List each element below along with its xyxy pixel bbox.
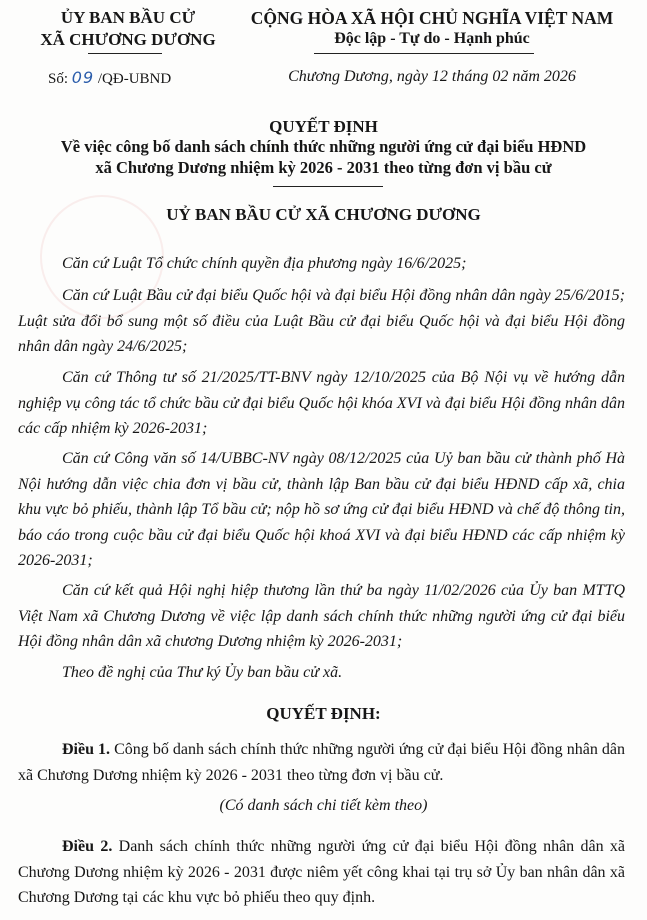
article-1-text: Công bố danh sách chính thức những người ứng cử đại biểu Hội đồng nhân dân xã Chương Dương nhiệm kỳ 2026 - 2031 theo từng đơn vị bầu cử. (18, 741, 625, 784)
title-subject-line2: xã Chương Dương nhiệm kỳ 2026 - 2031 theo từng đơn vị bầu cử (95, 158, 552, 177)
number-suffix: /QĐ-UBND (97, 71, 172, 87)
issue-date: Chương Dương, ngày 12 tháng 02 năm 2026 (288, 68, 576, 85)
article-2 (18, 834, 625, 911)
preamble-6: Theo đề nghị của Thư ký Ủy ban bầu cử xã. (62, 664, 343, 681)
motto-underline (314, 53, 534, 54)
article-2-label: Điều 2. (62, 838, 113, 855)
title-subject-line1: Về việc công bố danh sách chính thức những người ứng cử đại biểu HĐND (60, 137, 587, 156)
org-name-line1: ỦY BAN BẦU CỬ (60, 8, 196, 27)
org-name-line2: XÃ CHƯƠNG DƯƠNG (40, 30, 216, 49)
document-number (48, 68, 171, 88)
article-1 (18, 737, 625, 788)
preamble-5: Căn cứ kết quả Hội nghị hiệp thương lần thứ ba ngày 11/02/2026 của Ủy ban MTTQ Việt Nam xã Chương Dương về việc lập danh sách chính thức những người ứng cử đại biểu Hội đồng nhân dân xã chương Dương nhiệm kỳ 2026-2031; (18, 582, 625, 650)
preamble-2: Căn cứ Luật Bầu cử đại biểu Quốc hội và đại biểu Hội đồng nhân dân ngày 25/6/2015; Luật sửa đổi bổ sung một số điều của Luật Bầu cử đại biểu Quốc hội và đại biểu Hội đồng nhân dân ngày 24/6/2025; (18, 287, 625, 355)
article-1-label: Điều 1. (62, 741, 111, 758)
issuing-authority: UỶ BAN BẦU CỬ XÃ CHƯƠNG DƯƠNG (166, 205, 481, 224)
preamble-1: Căn cứ Luật Tổ chức chính quyền địa phương ngày 16/6/2025; (62, 255, 467, 272)
number-label: Số: (48, 71, 69, 87)
republic-name: CỘNG HÒA XÃ HỘI CHỦ NGHĨA VIỆT NAM (250, 8, 614, 28)
preamble-3: Căn cứ Thông tư số 21/2025/TT-BNV ngày 12/10/2025 của Bộ Nội vụ về hướng dẫn nghiệp vụ công tác tổ chức bầu cử đại biểu Quốc hội khóa XVI và đại biểu Hội đồng nhân dân các cấp nhiệm kỳ 2026-2031; (18, 369, 625, 437)
title-underline (273, 186, 383, 187)
national-motto: Độc lập - Tự do - Hạnh phúc (334, 30, 530, 47)
document-title: QUYẾT ĐỊNH (269, 117, 378, 136)
org-underline (88, 53, 162, 54)
decision-heading: QUYẾT ĐỊNH: (266, 704, 381, 723)
article-2-text: Danh sách chính thức những người ứng cử đại biểu Hội đồng nhân dân xã Chương Dương nhiệm kỳ 2026 - 2031 được niêm yết công khai tại trụ sở Ủy ban nhân dân xã Chương Dương tại các khu vực bỏ phiếu theo quy định. (18, 838, 626, 906)
preamble-4: Căn cứ Công văn số 14/UBBC-NV ngày 08/12/2025 của Uỷ ban bầu cử thành phố Hà Nội hướng dẫn việc chia đơn vị bầu cử, thành lập Ban bầu cử đại biểu HĐND cấp xã, chia khu vực bỏ phiếu, thành lập Tổ bầu cử; nộp hồ sơ ứng cử đại biểu HĐND và chế độ thông tin, báo cáo trong cuộc bầu cử đại biểu Quốc hội khoá XVI và đại biểu HĐND các cấp nhiệm kỳ 2026-2031; (18, 450, 625, 569)
attachment-note: (Có danh sách chi tiết kèm theo) (219, 797, 428, 814)
handwritten-number: 09 (71, 68, 95, 87)
